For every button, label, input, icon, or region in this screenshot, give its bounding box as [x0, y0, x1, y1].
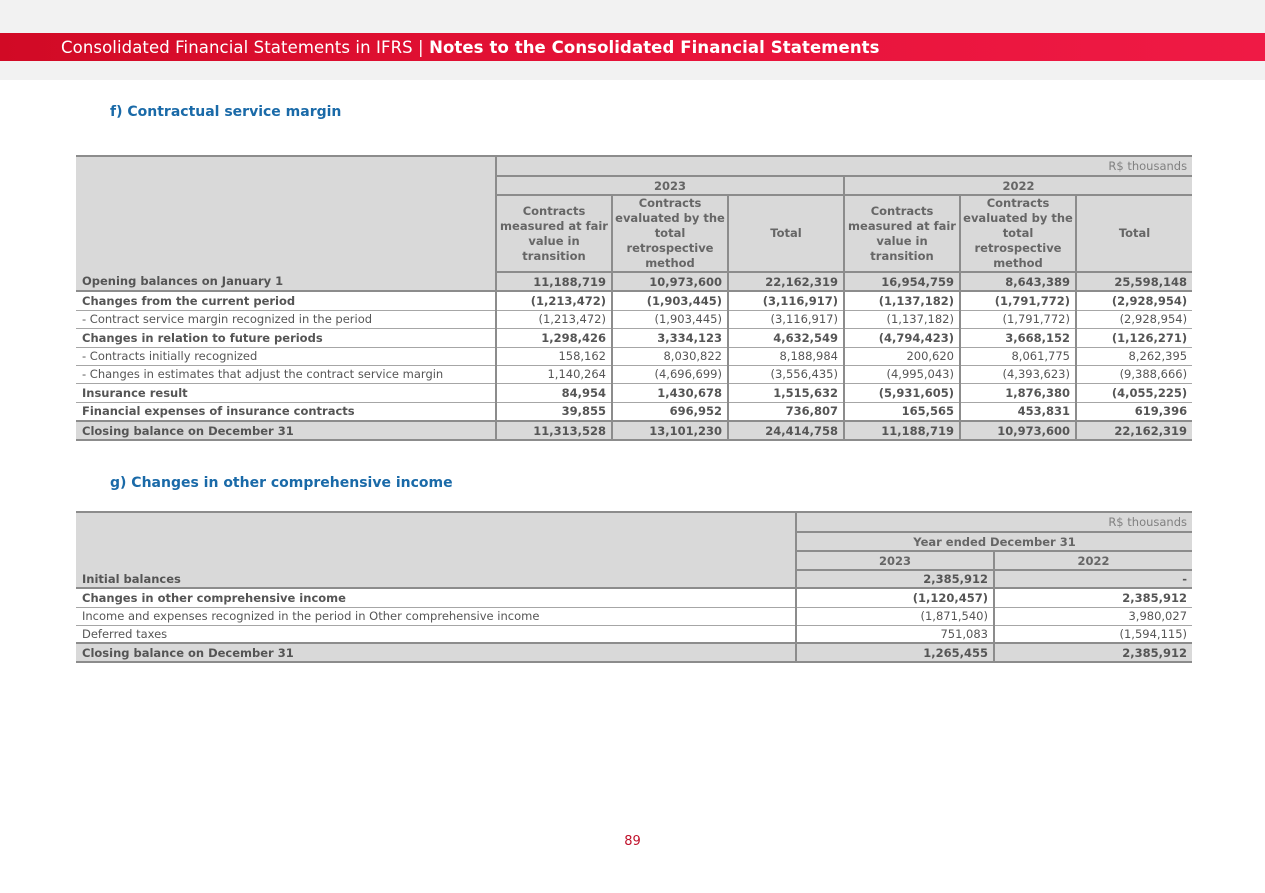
cell-value: 8,643,389 — [960, 272, 1076, 291]
cell-value: 453,831 — [960, 402, 1076, 421]
cell-value: (1,137,182) — [844, 291, 960, 310]
cell-value: 1,140,264 — [496, 365, 612, 383]
cell-value: (1,126,271) — [1076, 328, 1192, 347]
table-g-period: Year ended December 31 — [796, 532, 1192, 551]
cell-value: 2,385,912 — [994, 588, 1192, 607]
row-label: Opening balances on January 1 — [76, 272, 496, 291]
table-row — [76, 291, 1192, 310]
cell-value: 11,313,528 — [496, 421, 612, 440]
cell-value: 22,162,319 — [1076, 421, 1192, 440]
contractual-service-margin-table — [76, 155, 1192, 441]
row-label: Closing balance on December 31 — [76, 643, 796, 662]
row-label: Financial expenses of insurance contracts — [76, 402, 496, 421]
table-f-col-header: Contracts evaluated by the total retrospective method — [612, 195, 728, 272]
cell-value: (1,903,445) — [612, 291, 728, 310]
cell-value: (1,213,472) — [496, 310, 612, 328]
cell-value: 1,265,455 — [796, 643, 994, 662]
cell-value: (1,791,772) — [960, 310, 1076, 328]
header-sub-band — [0, 61, 1265, 80]
cell-value: 3,980,027 — [994, 607, 1192, 625]
cell-value: (1,871,540) — [796, 607, 994, 625]
table-g-year-2023: 2023 — [796, 551, 994, 570]
row-label: Initial balances — [76, 570, 796, 588]
cell-value: 3,334,123 — [612, 328, 728, 347]
table-f-year-2023: 2023 — [496, 176, 844, 195]
cell-value: 16,954,759 — [844, 272, 960, 291]
table-row — [76, 570, 1192, 588]
cell-value: (1,213,472) — [496, 291, 612, 310]
row-label: Changes in other comprehensive income — [76, 588, 796, 607]
table-f-corner — [76, 156, 496, 272]
cell-value: 2,385,912 — [796, 570, 994, 588]
table-row — [76, 328, 1192, 347]
other-comprehensive-income-table — [76, 511, 1192, 663]
cell-value: (3,116,917) — [728, 291, 844, 310]
cell-value: 1,876,380 — [960, 383, 1076, 402]
cell-value: (3,556,435) — [728, 365, 844, 383]
row-label: Income and expenses recognized in the period in Other comprehensive income — [76, 607, 796, 625]
row-label: - Changes in estimates that adjust the contract service margin — [76, 365, 496, 383]
cell-value: (1,137,182) — [844, 310, 960, 328]
cell-value: 1,430,678 — [612, 383, 728, 402]
cell-value: 165,565 — [844, 402, 960, 421]
cell-value: 736,807 — [728, 402, 844, 421]
cell-value: (4,696,699) — [612, 365, 728, 383]
header-title-bold: Notes to the Consolidated Financial Statements — [429, 38, 880, 57]
table-f-col-header: Total — [728, 195, 844, 272]
table-row — [76, 347, 1192, 365]
cell-value: (2,928,954) — [1076, 310, 1192, 328]
top-margin-band — [0, 0, 1265, 33]
cell-value: 24,414,758 — [728, 421, 844, 440]
row-label: Changes in relation to future periods — [76, 328, 496, 347]
cell-value: 1,515,632 — [728, 383, 844, 402]
table-f-col-header: Contracts measured at fair value in transition — [844, 195, 960, 272]
cell-value: 11,188,719 — [844, 421, 960, 440]
cell-value: 8,030,822 — [612, 347, 728, 365]
cell-value: 8,061,775 — [960, 347, 1076, 365]
table-row — [76, 383, 1192, 402]
cell-value: 2,385,912 — [994, 643, 1192, 662]
header-banner — [0, 33, 1265, 61]
cell-value: (1,594,115) — [994, 625, 1192, 643]
table-f-col-header: Contracts measured at fair value in transition — [496, 195, 612, 272]
table-f-col-header: Contracts evaluated by the total retrospective method — [960, 195, 1076, 272]
page-number: 89 — [624, 834, 641, 849]
table-g-corner — [76, 512, 796, 570]
table-row — [76, 421, 1192, 440]
cell-value: 84,954 — [496, 383, 612, 402]
table-f-year-2022: 2022 — [844, 176, 1192, 195]
cell-value: 25,598,148 — [1076, 272, 1192, 291]
cell-value: (4,794,423) — [844, 328, 960, 347]
cell-value: (5,931,605) — [844, 383, 960, 402]
cell-value: 158,162 — [496, 347, 612, 365]
table-g-unit: R$ thousands — [796, 512, 1192, 532]
cell-value: (1,791,772) — [960, 291, 1076, 310]
row-label: - Contract service margin recognized in the period — [76, 310, 496, 328]
table-row — [76, 607, 1192, 625]
cell-value: 8,262,395 — [1076, 347, 1192, 365]
cell-value: (4,055,225) — [1076, 383, 1192, 402]
cell-value: (4,995,043) — [844, 365, 960, 383]
row-label: Closing balance on December 31 — [76, 421, 496, 440]
row-label: Insurance result — [76, 383, 496, 402]
table-row — [76, 588, 1192, 607]
table-row — [76, 402, 1192, 421]
table-row — [76, 625, 1192, 643]
table-row — [76, 643, 1192, 662]
cell-value: 22,162,319 — [728, 272, 844, 291]
header-title — [61, 33, 880, 61]
cell-value: 4,632,549 — [728, 328, 844, 347]
cell-value: 10,973,600 — [612, 272, 728, 291]
table-f-unit: R$ thousands — [496, 156, 1192, 176]
table-row — [76, 272, 1192, 291]
cell-value: 696,952 — [612, 402, 728, 421]
cell-value: 13,101,230 — [612, 421, 728, 440]
cell-value: (2,928,954) — [1076, 291, 1192, 310]
cell-value: (1,120,457) — [796, 588, 994, 607]
cell-value: 10,973,600 — [960, 421, 1076, 440]
row-label: Changes from the current period — [76, 291, 496, 310]
cell-value: (9,388,666) — [1076, 365, 1192, 383]
cell-value: 619,396 — [1076, 402, 1192, 421]
header-title-prefix: Consolidated Financial Statements in IFRS | — [61, 38, 430, 57]
cell-value: - — [994, 570, 1192, 588]
cell-value: 200,620 — [844, 347, 960, 365]
cell-value: 3,668,152 — [960, 328, 1076, 347]
cell-value: (3,116,917) — [728, 310, 844, 328]
table-g-year-2022: 2022 — [994, 551, 1192, 570]
cell-value: 1,298,426 — [496, 328, 612, 347]
cell-value: 39,855 — [496, 402, 612, 421]
row-label: Deferred taxes — [76, 625, 796, 643]
section-f-title: f) Contractual service margin — [110, 104, 342, 120]
section-g-title: g) Changes in other comprehensive income — [110, 475, 453, 491]
cell-value: (1,903,445) — [612, 310, 728, 328]
cell-value: 751,083 — [796, 625, 994, 643]
table-f-col-header: Total — [1076, 195, 1192, 272]
table-row — [76, 310, 1192, 328]
table-row — [76, 365, 1192, 383]
row-label: - Contracts initially recognized — [76, 347, 496, 365]
cell-value: 8,188,984 — [728, 347, 844, 365]
cell-value: 11,188,719 — [496, 272, 612, 291]
cell-value: (4,393,623) — [960, 365, 1076, 383]
